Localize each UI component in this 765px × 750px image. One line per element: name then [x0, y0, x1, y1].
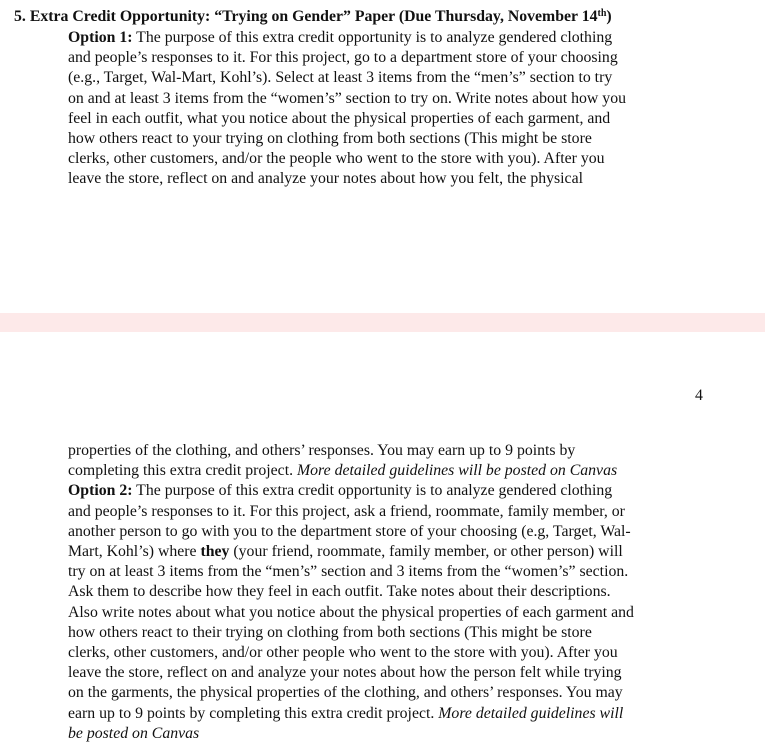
page-number: 4: [695, 387, 703, 404]
heading-number: 5.: [14, 8, 26, 25]
page-break-gap: [0, 313, 765, 332]
emphasis-they: they: [200, 543, 230, 561]
paragraph-line: properties of the clothing, and others’ responses. You may earn up to 9 points by: [68, 442, 576, 459]
line-text: earn up to 9 points by completing this extra credit project.: [68, 704, 439, 722]
paragraph-line: [68, 481, 708, 501]
heading-superscript: th: [597, 8, 607, 19]
paragraph-line: clerks, other customers, and/or other people who went to the store with you). After you: [68, 644, 618, 662]
paragraph-line: [68, 542, 708, 562]
paragraph-line: [68, 461, 708, 481]
paragraph-line: clerks, other customers, and/or the people who went to the store with you). After you: [68, 150, 605, 168]
guidelines-note: More detailed guidelines will be posted on Canvas: [296, 462, 618, 480]
paragraph-line: [68, 704, 708, 724]
paragraph-line: leave the store, reflect on and analyze your notes about how you felt, the physical: [68, 170, 583, 188]
option-2-label: Option 2:: [68, 482, 133, 500]
option-1-label: Option 1:: [68, 29, 133, 46]
paragraph-line: Also write notes about what you notice about the physical properties of each garment and: [68, 603, 634, 621]
guidelines-note: More detailed guidelines will: [438, 704, 624, 722]
paragraph-line: leave the store, reflect on and analyze your notes about how the person felt while trying: [68, 664, 622, 682]
line-text: The purpose of this extra credit opportunity is to analyze gendered clothing: [132, 482, 613, 500]
section-heading: [14, 7, 612, 27]
paragraph-line: another person to go with you to the department store of your choosing (e.g, Target, Wal-: [68, 522, 631, 540]
paragraph-line: and people’s responses to it. For this project, ask a friend, roommate, family member, or: [68, 502, 625, 520]
paragraph-line: feel in each outfit, what you notice about the physical properties of each garment, and: [68, 109, 611, 127]
paragraph-line: (e.g., Target, Wal-Mart, Kohl’s). Select at least 3 items from the “men’s” section to try: [68, 69, 613, 87]
paragraph-line: Ask them to describe how they feel in each outfit. Take notes about their descriptions.: [68, 583, 611, 601]
line-text: completing this extra credit project.: [68, 462, 297, 480]
heading-title: Extra Credit Opportunity: “Trying on Gender” Paper (Due Thursday, November 14: [29, 8, 598, 25]
paragraph-line: [68, 28, 708, 48]
paragraph-line: how others react to their trying on clothing from both sections (This might be store: [68, 623, 592, 641]
option-1-paragraph: [68, 28, 708, 190]
paragraph-line: try on at least 3 items from the “men’s” section and 3 items from the “women’s” section.: [68, 563, 629, 581]
line-text: The purpose of this extra credit opportunity is to analyze gendered clothing: [132, 29, 613, 46]
option-2-paragraph: [68, 441, 708, 744]
heading-close: ): [606, 8, 612, 25]
paragraph-line: on and at least 3 items from the “women’s” section to try on. Write notes about how you: [68, 89, 626, 107]
line-text: Mart, Kohl’s) where: [68, 543, 201, 561]
paragraph-line: on the garments, the physical properties of the clothing, and others’ responses. You may: [68, 684, 623, 702]
line-text: (your friend, roommate, family member, or other person) will: [229, 543, 623, 561]
paragraph-line: and people’s responses to it. For this project, go to a department store of your choosing: [68, 49, 618, 67]
paragraph-line: be posted on Canvas: [68, 724, 200, 742]
paragraph-line: how others react to your trying on clothing from both sections (This might be store: [68, 130, 592, 148]
